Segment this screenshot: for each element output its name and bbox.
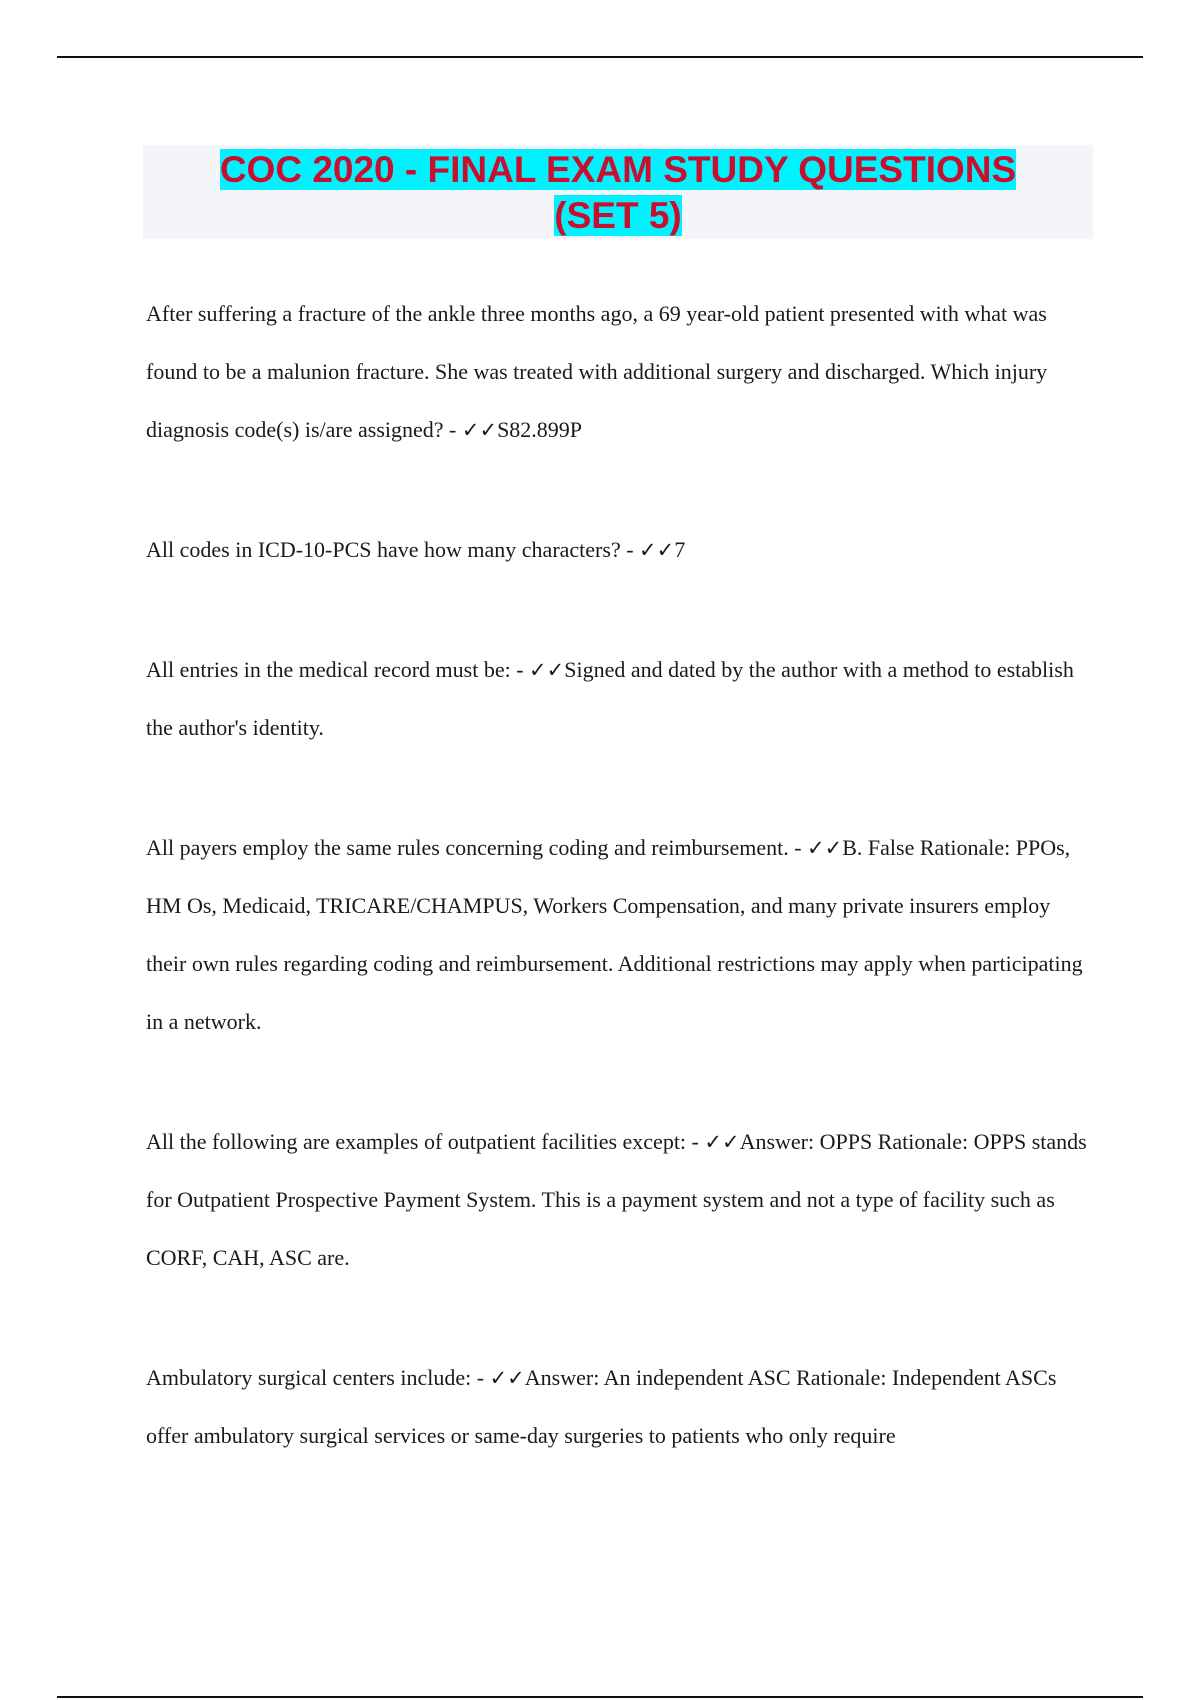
title-banner (143, 145, 1093, 239)
qa-item (146, 1113, 1096, 1287)
answer-text: 7 (674, 537, 686, 562)
page-title (143, 145, 1093, 239)
separator: - (686, 1129, 705, 1154)
double-check-icon: ✓✓ (489, 1366, 525, 1390)
qa-item (146, 1349, 1096, 1465)
qa-item (146, 819, 1096, 1051)
qa-item (146, 641, 1096, 757)
question-text: All entries in the medical record must be: (146, 657, 511, 682)
answer-text: S82.899P (497, 417, 583, 442)
double-check-icon: ✓✓ (461, 418, 498, 442)
separator: - (620, 537, 640, 562)
question-text: After suffering a fracture of the ankle three months ago, a 69 year-old patient presented with what was found to be a malunion fracture. She was treated with additional surgery and discharged. Which injury diagnosis code(s) is/are assigned? (146, 301, 1048, 442)
top-rule (57, 56, 1143, 58)
double-check-icon: ✓✓ (639, 538, 675, 562)
qa-list (146, 285, 1096, 1465)
double-check-icon: ✓✓ (807, 836, 843, 860)
separator: - (443, 417, 462, 442)
page-title-line-1: COC 2020 - FINAL EXAM STUDY QUESTIONS (219, 149, 1017, 190)
answer-text: B. False Rationale: PPOs, HM Os, Medicaid, TRICARE/CHAMPUS, Workers Compensation, and many private insurers employ their own rules regarding coding and reimbursement. Additional restrictions may apply when participating in a network. (146, 835, 1083, 1034)
double-check-icon: ✓✓ (704, 1130, 740, 1154)
question-text: All the following are examples of outpatient facilities except: (146, 1129, 687, 1154)
page-title-line-2: (SET 5) (554, 195, 682, 236)
question-text: All payers employ the same rules concerning coding and reimbursement. (146, 835, 789, 860)
answer-text: Answer: An independent ASC Rationale: Independent ASCs offer ambulatory surgical services or same-day surgeries to patients who only require (146, 1365, 1057, 1448)
question-text: Ambulatory surgical centers include: (146, 1365, 472, 1390)
qa-item (146, 285, 1096, 459)
double-check-icon: ✓✓ (529, 658, 565, 682)
separator: - (510, 657, 530, 682)
answer-text: Signed and dated by the author with a method to establish the author's identity. (146, 657, 1074, 740)
question-text: All codes in ICD-10-PCS have how many characters? (146, 537, 621, 562)
qa-item (146, 521, 1096, 579)
answer-text: Answer: OPPS Rationale: OPPS stands for Outpatient Prospective Payment System. This is a payment system and not a type of facility such as CORF, CAH, ASC are. (146, 1129, 1087, 1270)
bottom-rule (57, 1696, 1143, 1698)
separator: - (471, 1365, 490, 1390)
separator: - (788, 835, 808, 860)
